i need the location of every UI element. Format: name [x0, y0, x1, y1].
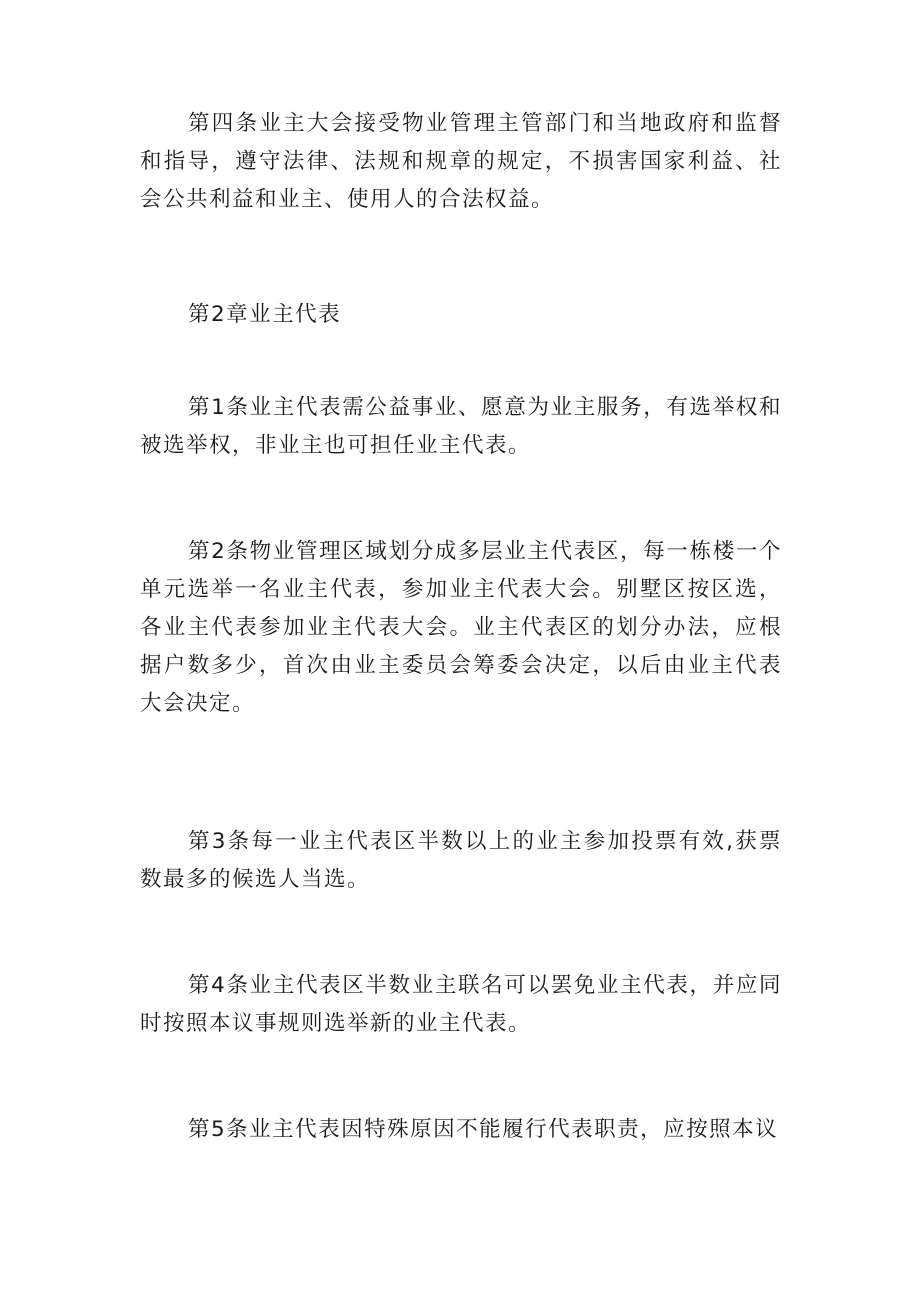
article-1-paragraph: 第1条业主代表需公益事业、愿意为业主服务，有选举权和被选举权，非业主也可担任业主代表。 — [140, 395, 782, 458]
chapter-2-heading: 第2章业主代表 — [188, 302, 342, 327]
article-4-paragraph: 第四条业主大会接受物业管理主管部门和当地政府和监督和指导，遵守法律、法规和规章的规定，不损害国家利益、社会公共利益和业主、使用人的合法权益。 — [140, 111, 782, 212]
article-3-paragraph: 第3条每一业主代表区半数以上的业主参加投票有效,获票数最多的候选人当选。 — [140, 829, 782, 892]
article-4b-paragraph: 第4条业主代表区半数业主联名可以罢免业主代表，并应同时按照本议事规则选举新的业主代表。 — [140, 973, 782, 1036]
article-5-paragraph: 第5条业主代表因特殊原因不能履行代表职责，应按照本议 — [188, 1117, 779, 1142]
article-2-paragraph: 第2条物业管理区域划分成多层业主代表区，每一栋楼一个单元选举一名业主代表，参加业主代表大会。别墅区按区选，各业主代表参加业主代表大会。业主代表区的划分办法，应根据户数多少，首次由业主委员会筹委会决定，以后由业主代表大会决定。 — [140, 539, 782, 716]
